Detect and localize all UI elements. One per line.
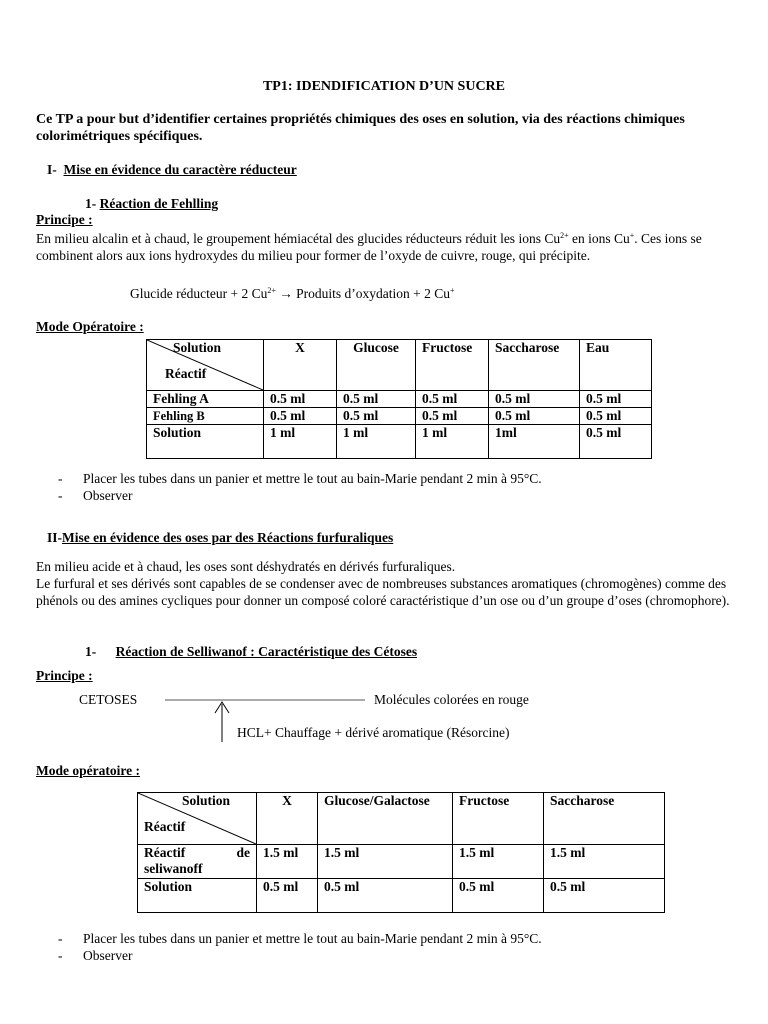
list-item: - Observer xyxy=(58,487,542,504)
fehling-mode-label: Mode Opératoire : xyxy=(36,319,144,334)
row-label-part: Réactif xyxy=(144,845,186,860)
table-header-cell: Eau xyxy=(580,340,652,391)
table-cell: 0.5 ml xyxy=(489,408,580,425)
principe-text-part: . Ces ions se combinent alors aux ions hydroxydes du milieu pour former de l’oxyde de cuivre, rouge, qui précipite. xyxy=(36,231,702,263)
scheme-reactant: CETOSES xyxy=(79,692,138,707)
list-item: - Placer les tubes dans un panier et mettre le tout au bain-Marie pendant 2 min à 95°C. xyxy=(58,470,542,487)
table-header-cell: X xyxy=(257,793,318,845)
table-header-row xyxy=(147,340,652,391)
table-cell: 0.5 ml xyxy=(318,879,453,913)
corner-bottom-label: Réactif xyxy=(165,366,207,381)
fehling-number: 1- xyxy=(85,196,97,211)
table-cell: 0.5 ml xyxy=(257,879,318,913)
equation-part: Glucide réducteur + 2 Cu xyxy=(130,286,268,301)
corner-bottom-label: Réactif xyxy=(144,819,186,834)
table-corner-cell xyxy=(138,793,257,845)
table-cell: 1.5 ml xyxy=(544,845,665,879)
table-corner-cell xyxy=(147,340,264,391)
table-row xyxy=(138,845,665,879)
fehling-equation xyxy=(130,285,454,302)
table-header-cell: Fructose xyxy=(416,340,489,391)
table-row-label xyxy=(138,845,257,879)
table-row-label: Fehling A xyxy=(147,391,264,408)
selliwanof-table xyxy=(137,792,665,913)
table-row-label: Solution xyxy=(138,879,257,913)
table-cell: 0.5 ml xyxy=(580,408,652,425)
fehling-principe-text xyxy=(36,230,756,264)
selliwanof-heading xyxy=(85,643,417,660)
table-cell: 0.5 ml xyxy=(580,391,652,408)
principe-text-part: En milieu alcalin et à chaud, le groupement hémiacétal des glucides réducteurs réduit les ions Cu xyxy=(36,231,561,246)
selliwanof-number: 1- xyxy=(85,644,97,659)
superscript: 2+ xyxy=(560,231,569,240)
table-header-cell: Glucose xyxy=(337,340,416,391)
table-cell: 0.5 ml xyxy=(264,391,337,408)
corner-top-label: Solution xyxy=(182,793,231,808)
selliwanof-title: Réaction de Selliwanof : Caractéristique des Cétoses xyxy=(115,644,418,659)
section2-heading xyxy=(47,529,393,546)
table-cell: 1 ml xyxy=(416,425,489,459)
table-cell: 0.5 ml xyxy=(489,391,580,408)
list-item: - Placer les tubes dans un panier et mettre le tout au bain-Marie pendant 2 min à 95°C. xyxy=(58,930,542,947)
equation-part: → Produits d’oxydation + 2 Cu xyxy=(275,286,450,301)
list-item: - Observer xyxy=(58,947,542,964)
fehling-title: Réaction de Fehlling xyxy=(99,196,219,211)
row-label-part: seliwanoff xyxy=(144,861,203,876)
selliwanof-mode-label: Mode opératoire : xyxy=(36,763,140,778)
table-row-label: Solution xyxy=(147,425,264,459)
row-label-part: de xyxy=(236,845,250,860)
fehling-table xyxy=(146,339,652,459)
table-header-cell: Glucose/Galactose xyxy=(318,793,453,845)
section1-title: Mise en évidence du caractère réducteur xyxy=(63,162,297,177)
principe-text-part: en ions Cu xyxy=(568,231,630,246)
table-cell: 1ml xyxy=(489,425,580,459)
table-cell: 1.5 ml xyxy=(257,845,318,879)
diagonal-line xyxy=(138,793,256,844)
table-cell: 0.5 ml xyxy=(580,425,652,459)
section2-title: Mise en évidence des oses par des Réactions furfuraliques xyxy=(62,530,394,545)
fehling-steps-list xyxy=(58,470,542,504)
table-row-label: Fehling B xyxy=(147,408,264,425)
scheme-product: Molécules colorées en rouge xyxy=(374,692,529,707)
table-cell: 0.5 ml xyxy=(264,408,337,425)
selliwanof-principe-label: Principe : xyxy=(36,668,93,683)
row-label-line xyxy=(144,845,250,861)
reaction-arrow-icon xyxy=(160,690,370,750)
table-header-cell: Saccharose xyxy=(489,340,580,391)
page-title: TP1: IDENDIFICATION D’UN SUCRE xyxy=(262,79,506,94)
section2-paragraph-2: Le furfural et ses dérivés sont capables de se condenser avec de nombreuses substances aromatiques (chromogènes) comme des phénols ou des amines cycliques pour donner un composé coloré caractéristique d’un ose ou d’un groupe d’oses (chromophore). xyxy=(36,576,730,608)
section2-paragraph-1: En milieu acide et à chaud, les oses sont déshydratés en dérivés furfuraliques. xyxy=(36,559,456,574)
diagonal-line xyxy=(147,340,263,390)
superscript: + xyxy=(629,231,635,240)
table-cell: 1 ml xyxy=(337,425,416,459)
intro-paragraph: Ce TP a pour but d’identifier certaines propriétés chimiques des oses en solution, via des réactions chimiques colorimétriques spécifiques. xyxy=(36,112,685,144)
table-cell: 0.5 ml xyxy=(416,408,489,425)
table-header-cell: Fructose xyxy=(453,793,544,845)
table-row xyxy=(147,408,652,425)
table-cell: 1.5 ml xyxy=(318,845,453,879)
table-header-row xyxy=(138,793,665,845)
table-cell: 0.5 ml xyxy=(337,391,416,408)
scheme-condition: HCL+ Chauffage + dérivé aromatique (Résorcine) xyxy=(237,725,510,740)
superscript: + xyxy=(449,286,455,295)
table-cell: 1.5 ml xyxy=(453,845,544,879)
section1-heading xyxy=(47,161,297,178)
table-cell: 1 ml xyxy=(264,425,337,459)
table-cell: 0.5 ml xyxy=(416,391,489,408)
fehling-heading xyxy=(85,195,218,212)
table-row xyxy=(147,391,652,408)
table-row xyxy=(147,425,652,459)
superscript: 2+ xyxy=(267,286,276,295)
section1-number: I- xyxy=(47,162,57,177)
table-cell: 0.5 ml xyxy=(453,879,544,913)
fehling-principe-label: Principe : xyxy=(36,212,93,227)
corner-top-label: Solution xyxy=(173,340,222,355)
section2-number: II- xyxy=(47,530,63,545)
table-cell: 0.5 ml xyxy=(544,879,665,913)
table-header-cell: Saccharose xyxy=(544,793,665,845)
selliwanof-steps-list xyxy=(58,930,542,964)
table-cell: 0.5 ml xyxy=(337,408,416,425)
table-header-cell: X xyxy=(264,340,337,391)
table-row xyxy=(138,879,665,913)
